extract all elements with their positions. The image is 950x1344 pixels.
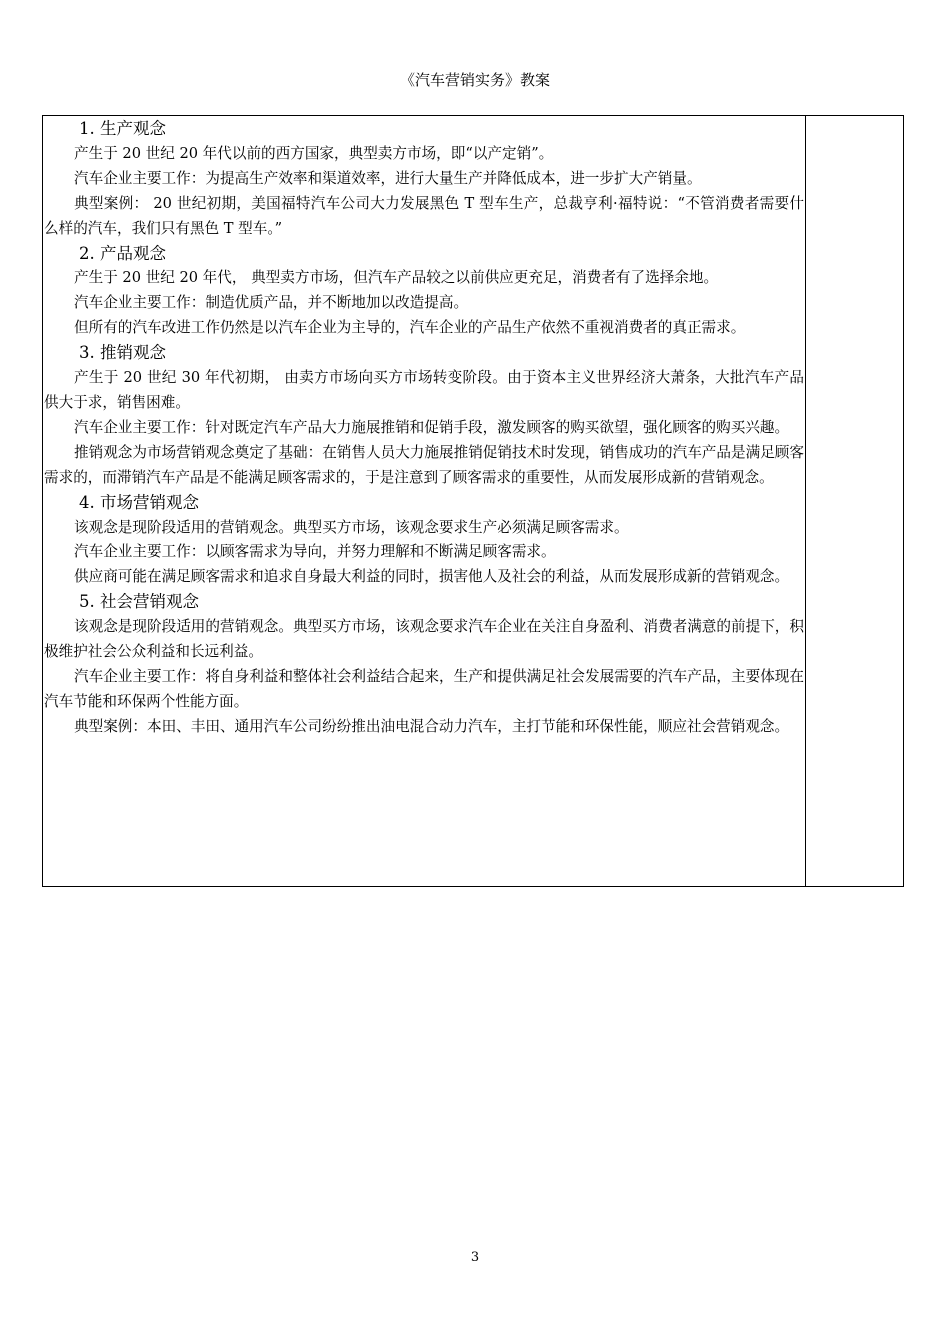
page-header: 《汽车营销实务》教案 xyxy=(399,71,550,89)
section-heading: 4. 市场营销观念 xyxy=(79,492,199,512)
paragraph: 该观念是现阶段适用的营销观念。典型买方市场，该观念要求汽车企业在关注自身盈利、消费者满意的前提下，积极维护社会公众利益和长远利益。 xyxy=(44,618,804,661)
section-societal-marketing-concept xyxy=(44,590,804,739)
paragraph: 产生于 20 世纪 20 年代， 典型卖方市场，但汽车产品较之以前供应更充足，消费者有了选择余地。 xyxy=(74,269,719,287)
page-number: 3 xyxy=(470,1250,480,1265)
paragraph: 汽车企业主要工作：为提高生产效率和渠道效率，进行大量生产并降低成本，进一步扩大产销量。 xyxy=(74,169,702,187)
paragraph: 供应商可能在满足顾客需求和追求自身最大利益的同时，损害他人及社会的利益，从而发展形成新的营销观念。 xyxy=(74,568,790,586)
paragraph: 产生于 20 世纪 20 年代以前的西方国家，典型卖方市场，即“以产定销”。 xyxy=(74,144,554,162)
paragraph: 汽车企业主要工作：制造优质产品，并不断地加以改造提高。 xyxy=(74,294,469,312)
paragraph: 但所有的汽车改进工作仍然是以汽车企业为主导的，汽车企业的产品生产依然不重视消费者的真正需求。 xyxy=(74,319,746,337)
paragraph: 汽车企业主要工作：将自身利益和整体社会利益结合起来，生产和提供满足社会发展需要的汽车产品，主要体现在汽车节能和环保两个性能方面。 xyxy=(44,667,804,710)
section-marketing-concept xyxy=(44,491,804,591)
lesson-content xyxy=(44,117,804,740)
paragraph: 汽车企业主要工作：针对既定汽车产品大力施展推销和促销手段，激发顾客的购买欲望，强化顾客的购买兴趣。 xyxy=(74,418,790,436)
paragraph: 该观念是现阶段适用的营销观念。典型买方市场，该观念要求生产必须满足顾客需求。 xyxy=(74,518,629,536)
section-heading: 2. 产品观念 xyxy=(79,243,166,263)
section-heading: 5. 社会营销观念 xyxy=(79,592,199,612)
paragraph: 推销观念为市场营销观念奠定了基础：在销售人员大力施展推销促销技术时发现，销售成功的汽车产品是满足顾客需求的，而滞销汽车产品是不能满足顾客需求的，于是注意到了顾客需求的重要性，从而发展形成新的营销观念。 xyxy=(44,443,804,486)
section-heading: 3. 推销观念 xyxy=(79,343,166,363)
table-column-divider xyxy=(805,115,806,887)
paragraph: 典型案例： 20 世纪初期，美国福特汽车公司大力发展黑色 T 型车生产，总裁亨利·福特说：“不管消费者需要什么样的汽车，我们只有黑色 T 型车。” xyxy=(44,194,804,237)
section-heading: 1. 生产观念 xyxy=(79,119,166,138)
paragraph: 产生于 20 世纪 30 年代初期， 由卖方市场向买方市场转变阶段。由于资本主义世界经济大萧条，大批汽车产品供大于求，销售困难。 xyxy=(44,369,804,411)
paragraph: 典型案例：本田、丰田、通用汽车公司纷纷推出油电混合动力汽车，主打节能和环保性能，顺应社会营销观念。 xyxy=(74,717,790,735)
section-production-concept xyxy=(44,117,804,242)
paragraph: 汽车企业主要工作：以顾客需求为导向，并努力理解和不断满足顾客需求。 xyxy=(74,543,556,561)
section-selling-concept xyxy=(44,341,804,490)
section-product-concept xyxy=(44,242,804,342)
